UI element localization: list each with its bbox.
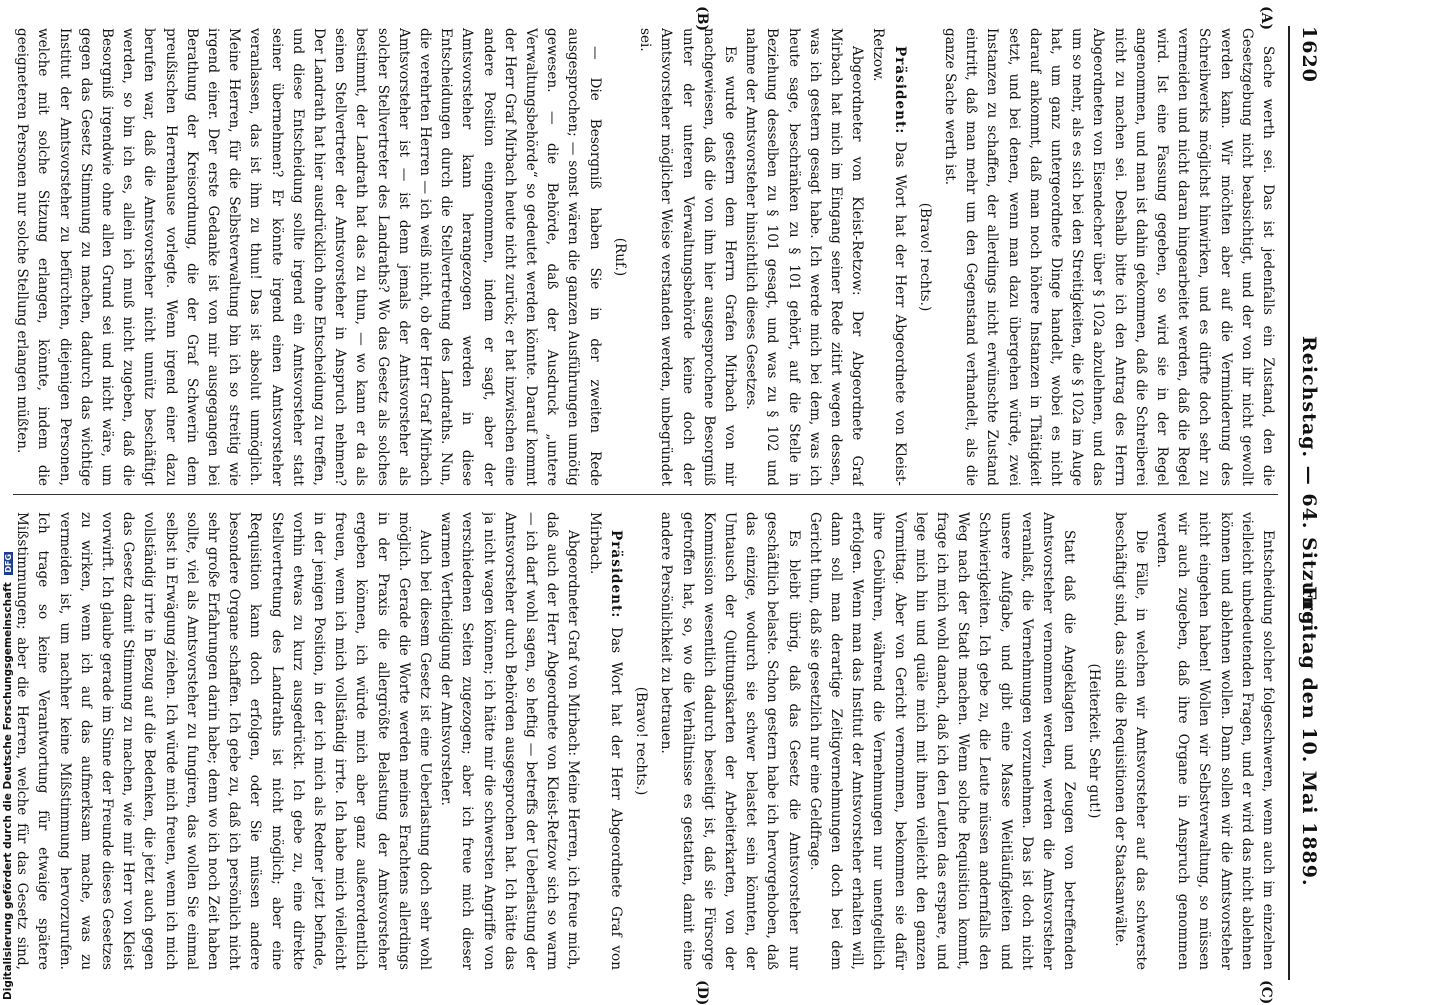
body-paragraph: Es wurde gestern dem Herrn Grafen Mirbach von mir nachgewiesen, daß die von ihm hier ausgesprochene Besorgniß unter der unteren Verwaltungsbehörde keine doch der Amtsvorsteher möglicher Weise verstanden werden, unbegründet sei.: [637, 28, 738, 486]
body-paragraph: Abgeordneter Graf von Mirbach: Meine Herren, ich freue mich, daß auch der Herr Abgeordnete von Kleist-Retzow sich so warm — ich darf wohl sagen, so heftig — betreffs der Ueberlastung der Amtsvorsteher durch Behörden ausgesprochen hat. Ich hätte das ja nicht wagen können; ich hätte mir die schwersten Angriffe von verschiedenen Seiten zugezogen; aber ich freue mich dieser warmen Vertheidigung der Amtsvorsteher.: [438, 512, 582, 970]
session-title: Reichstag. — 64. Sitzung.: [1298, 336, 1320, 634]
speaker-text: Das Wort hat der Herr Abgeordnete Graf von Mirbach.: [586, 512, 624, 970]
stage-direction: (Heiterkeit. Sehr gut!): [1086, 663, 1103, 819]
speaker-name: Präsident:: [891, 46, 908, 135]
speaker-paragraph: [584, 512, 626, 970]
body-paragraph: Abgeordneter von Kleist-Retzow: Der Abgeordnete Graf Mirbach hat mich im Eingang seiner Rede zitirt wegen dessen, was ich gestern gesagt habe. Ich werde mich bei dem, was ich heute sage, beschränken zu § 101 gehört, auf die Stelle in Beziehung desselben zu § 101 gesagt, und was zu § 102 und nahme der Amtsvorsteher hinsichtlich dieses Gesetzes.: [743, 28, 866, 486]
page-header: [1292, 26, 1320, 980]
body-paragraph: Statt daß die Angeklagten und Zeugen von betreffenden Amtsvorsteher vernommen werden, werden die Amtsvorsteher veranlaßt, die Vernehmungen vorzunehmen. Das ist doch nicht unsere Aufgabe, und gibt eine Masse Weitläufigkeiten und Schwierigkeiten. Ich gebe zu, die Leute müssen andernfalls den Weg nach der Stadt machen. Wenn solche Requisition kommt, frage ich mich wohl danach, daß ich den Leuten das erspare, und lege mich hin und quäle mich mit ihnen vielleicht den ganzen Vormittag. Aber von Gericht vernommen, bekommen sie dafür ihre Gebühren, während die Vernehmungen nur unentgeltlich erfolgen. Wenn man das Institut der Amtsvorsteher erhalten will, dann soll man derartige Zeitigvernehmungen doch bei dem Gericht thun, daß sie gesetzlich nur eine Geldfrage.: [806, 512, 1078, 970]
margin-marker-b: (B): [694, 6, 710, 32]
body-paragraph: — Die Besorgniß haben Sie in der zweiten Rede ausgesprochen; — sonst wären die ganzen Ausführungen unnötig gewesen. — die Behörde, daß der Ausdruck „untere Verwaltungsbehörde“ so gedeutet werden könnte. Darauf kommt der Herr Graf Mirbach heute nicht zurück; er hat inzwischen eine andere Position eingenommen, indem er sagt, aber der Amtsvorsteher kann herangezogen werden in diese Entscheidungen durch die Stellvertretung des Landraths. Nun, die verehrten Herren — ich weiß nicht, ob der Herr Graf Mirbach Amtsvorsteher ist — ist denn jemals der Amtsvorsteher als solcher Stellvertreter des Landraths? Wo das Gesetz als solches bestimmt, der Landrath hat das zu thun, — wo kann er da als seinen Stellvertreter der Amtsvorsteher in Anspruch nehmen? Der Landrath hat hier ausdrücklich ohne Entscheidung zu treffen, und diese Entscheidung sollte irgend ein Amtsvorsteher statt seiner übernehmen? Er könnte irgend einen Amtsvorsteher veranlassen, das ist ihm zu thun! Das ist absolut unmöglich. Meine Herren, für die Selbstverwaltung bin ich so streitig wie irgend einer. Der erste Gedanke ist von mir ausgegangen bei Berathung der Kreisordnung, die der Graf Schwerin dem preußischen Herrenhause vorlegte. Wenn irgend einer dazu berufen war, daß die Amtsvorsteher nicht unnütz beschäftigt werden, so bin ich es, allein ich muß nicht zugeben, daß die Besorgniß irgendwie ohne allen Grund sei und nicht wäre, um gegen das Gesetz Stimmung zu machen, dadurch das wichtige Institut der Amtsvorsteher zu befürchten, diejenigen Personen, welche mit solche Sitzung erlangen, könnte, indem die geeigneteren Personen nur solche Stellung erlangen müßten.: [14, 28, 603, 486]
body-paragraph: Auch bei diesem Gesetz ist eine Ueberlastung doch sehr wohl möglich. Gerade die Worte werden meines Erachtens allerdings in der Praxis die allergrößte Belastung der Amtsvorsteher ergeben können, ich würde mich aber ganz außerordentlich freuen, wenn ich mich vollständig irrte. Ich habe mich vielleicht in der jenigen Position, in der ich mich als Redner jetzt befinde, vorhin etwas zu kurz ausgedrückt. Ich gebe zu, eine direkte Stellvertretung des Landraths ist nicht möglich; aber eine Requisition kann doch erfolgen, oder Sie müssen andere besondere Organe schaffen. Ich gebe zu, daß ich persönlich nicht sehr große Erfahrungen darin habe; denn wo ich noch Zeit haben sollte, viel als Amtsvorsteher zu fungiren, das wollen Sie einmal selbst in Erwägung ziehen. Ich würde mich freuen, wenn ich mich vollständig irrte in Bezug auf die Bedenken, die jetzt auch gegen das Gesetz damit Stimmung zu machen, wie mir Herr von Kleist vorwirft. Ich glaube gerade im Sinne der Freunde dieses Gesetzes zu wirken, wenn ich auf das aufmerksam mache, was zu vermeiden ist, um nachher keine Mißstimmung hervorzurufen. Ich trage so keine Verantwortung für etwaige spätere Mißstimmungen; aber die Herren, welche für das Gesetz sind,: [14, 512, 434, 970]
speaker-text: Das Wort hat der Herr Abgeordnete von Kleist-Retzow.: [870, 28, 908, 486]
left-text-column: [13, 28, 1278, 486]
margin-marker-a: (A): [1258, 6, 1274, 31]
body-paragraph: Sache werth sei. Das ist jedenfalls ein Zustand, den die Gesetzgebung nicht beabsichtigt, und der von ihr nicht gewollt werden kann. Wir möchten aber auf die Verminderung des Schreibwerks möglichst hinwirken, und es dürfte doch sehr zu vermeiden und nicht daran hingearbeitet werden, daß die Regel wird. Ist eine Fassung gegeben, so wird sie in der Regel angenommen, und man ist dahin gekommen, daß die Schreiberei nicht zu machen sei. Deshalb bitte ich den Antrag des Herrn Abgeordneten von Eisendecher über § 102a abzulehnen, und das um so mehr, als es sich bei den Streitigkeiten, die § 102a im Auge hat, um ganz untergeordnete Dinge handelt, wobei es nicht darauf ankommt, daß man noch höhere Instanzen in Thätigkeit setzt, und bei denen, wenn man dazu übergehen würde, zwei Instanzen zu schaffen, der allerdings nicht erwünschte Zustand eintritt, daß man mehr um den Gegenstand verhandelt, als die ganze Sache werth ist.: [941, 28, 1276, 486]
body-paragraph: Die Fälle, in welchen wir Amtsvorsteher auf das schwerste beschäftigt sind, das sind die Requisitionen der Staatsanwälte.: [1111, 512, 1149, 970]
page-number: 1620: [1298, 26, 1320, 83]
body-paragraph: Es bleibt übrig, daß das Gesetz die Amtsvorsteher nur geschäftlich belaste. Schon gestern habe ich hervorgehoben, daß das einzige, wodurch sie schwer belastet sein könnten, der Umtausch der Quittungskarten der Arbeiterkarten, von der Kommission wesentlich dadurch beseitigt ist, daß sie Fürsorge getroffen hat, so, wo die Verhältnisse es gestatten, damit eine andere Persönlichkeit zu betrauen.: [658, 512, 802, 970]
right-text-column: [13, 512, 1278, 970]
dfg-logo-icon: DFG: [3, 553, 13, 573]
stage-direction: (Bravo! rechts.): [633, 686, 650, 796]
digitization-credit-text: Digitalisierung gefördert durch die Deutsche Forschungsgemeinschaft: [2, 582, 14, 1000]
header-rule: [1288, 26, 1290, 980]
session-date: Freitag den 10. Mai 1889.: [1298, 586, 1320, 887]
stage-direction: (Ruf.): [611, 237, 628, 277]
column-divider: [13, 494, 1278, 495]
speaker-name: Präsident:: [607, 530, 624, 619]
speaker-paragraph: [867, 28, 909, 486]
margin-marker-d: (D): [694, 980, 710, 1005]
stage-direction: (Bravo! rechts.): [916, 202, 933, 312]
body-paragraph: Entscheidung solcher folgeschweren, wenn auch im einzelnen vielleicht unbedeutenden Fragen, und er wird das nicht ablehnen können und ablehnen wollen. Dann sollen wir die Amtsvorsteher nicht eingehen haben! Wollen wir Selbstverwaltung, so müssen wir auch zugeben, daß ihre Organe in Anspruch genommen werden.: [1153, 512, 1276, 970]
margin-marker-c: (C): [1258, 980, 1274, 1005]
digitization-credit: [2, 0, 18, 1000]
